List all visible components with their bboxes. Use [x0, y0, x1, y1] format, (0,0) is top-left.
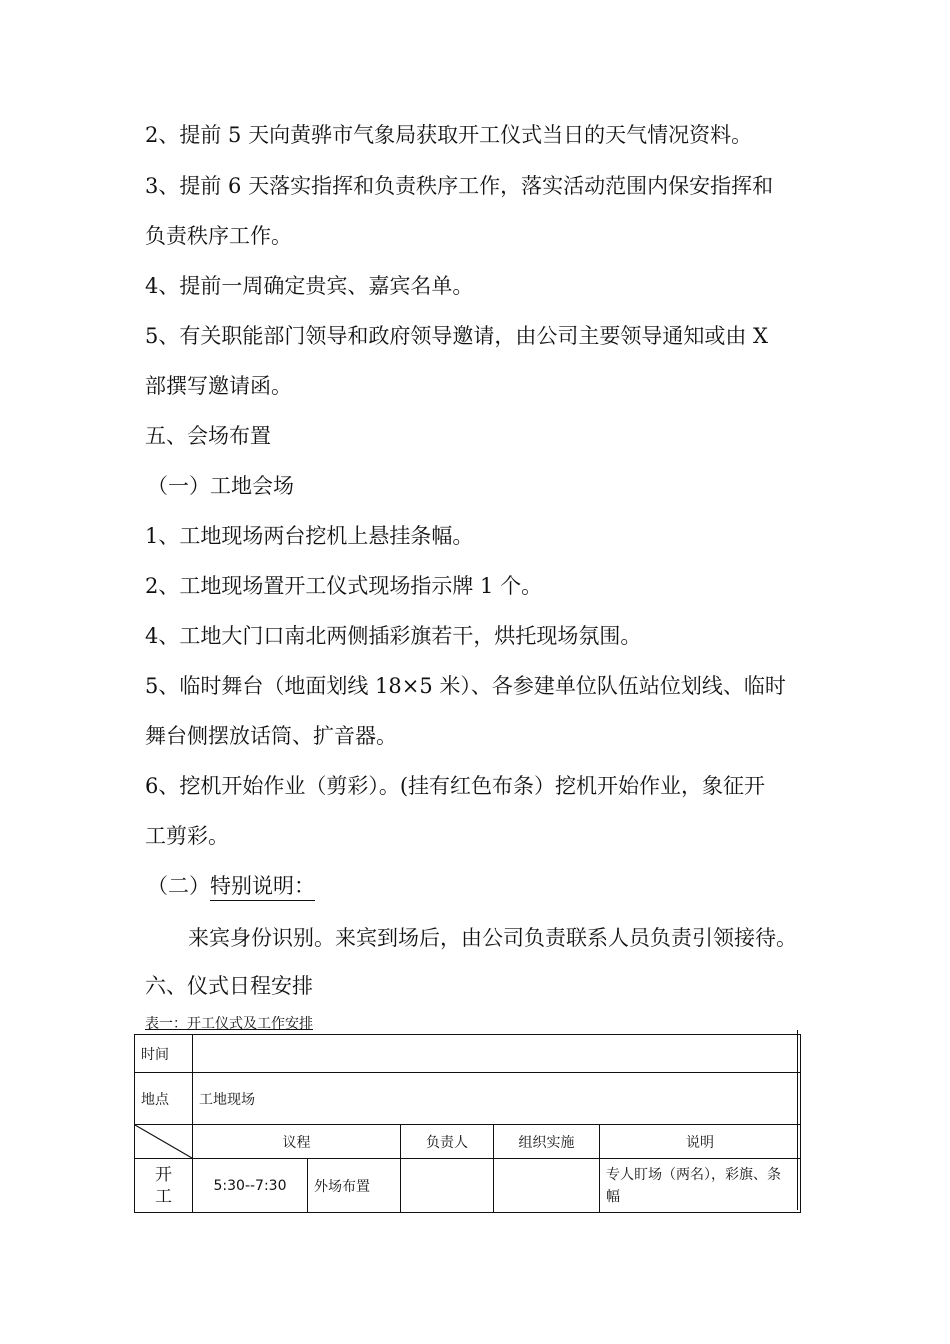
row-implement — [494, 1159, 600, 1213]
place-value: 工地现场 — [193, 1073, 801, 1125]
place-label: 地点 — [135, 1073, 193, 1125]
subsection-heading-site: （一）工地会场 — [147, 474, 294, 498]
item-signboard: 2、工地现场置开工仪式现场指示牌 1 个。 — [145, 574, 543, 598]
item-excavator-1: 6、挖机开始作业（剪彩）。(挂有红色布条）挖机开始作业，象征开 — [145, 774, 766, 798]
diagonal-line — [135, 1125, 192, 1158]
paragraph-security-2: 负责秩序工作。 — [145, 224, 292, 248]
item-flags: 4、工地大门口南北两侧插彩旗若干，烘托现场氛围。 — [145, 624, 642, 648]
subsection-heading-special — [147, 872, 315, 900]
item-excavator-2: 工剪彩。 — [145, 824, 229, 848]
time-value — [193, 1035, 801, 1073]
paragraph-guest-identification: 来宾身份识别。来宾到场后，由公司负责联系人员负责引领接待。 — [188, 926, 797, 950]
diagonal-header-cell — [135, 1125, 193, 1159]
row-time: 5:30--7:30 — [193, 1159, 308, 1213]
section-heading-venue: 五、会场布置 — [145, 424, 271, 448]
table-row-time — [135, 1035, 801, 1073]
header-owner: 负责人 — [401, 1125, 494, 1159]
table-row — [135, 1159, 801, 1213]
schedule-table — [134, 1034, 801, 1213]
table-row-place — [135, 1073, 801, 1125]
header-note: 说明 — [600, 1125, 801, 1159]
row-item: 外场布置 — [308, 1159, 401, 1213]
paragraph-invitation-1: 5、有关职能部门领导和政府领导邀请，由公司主要领导通知或由 X — [145, 324, 768, 348]
paragraph-security-1: 3、提前 6 天落实指挥和负责秩序工作，落实活动范围内保安指挥和 — [145, 174, 774, 198]
paragraph-weather: 2、提前 5 天向黄骅市气象局获取开工仪式当日的天气情况资料。 — [145, 123, 753, 147]
time-label: 时间 — [135, 1035, 193, 1073]
item-banners: 1、工地现场两台挖机上悬挂条幅。 — [145, 524, 474, 548]
row-owner — [401, 1159, 494, 1213]
item-stage-1: 5、临时舞台（地面划线 18×5 米）、各参建单位队伍站位划线、临时 — [145, 674, 786, 698]
item-stage-2: 舞台侧摆放话筒、扩音器。 — [145, 724, 397, 748]
table-header-row — [135, 1125, 801, 1159]
subsection-prefix: （二） — [147, 874, 210, 898]
special-note-title: 特别说明： — [210, 874, 315, 901]
row-group-label: 开工 — [135, 1159, 193, 1213]
table-caption: 表一：开工仪式及工作安排 — [145, 1016, 313, 1032]
header-implement: 组织实施 — [494, 1125, 600, 1159]
paragraph-invitation-2: 部撰写邀请函。 — [145, 374, 292, 398]
section-heading-schedule: 六、仪式日程安排 — [145, 974, 313, 998]
paragraph-guest-list: 4、提前一周确定贵宾、嘉宾名单。 — [145, 274, 474, 298]
header-agenda: 议程 — [193, 1125, 401, 1159]
row-note: 专人盯场（两名），彩旗、条幅 — [600, 1159, 801, 1213]
